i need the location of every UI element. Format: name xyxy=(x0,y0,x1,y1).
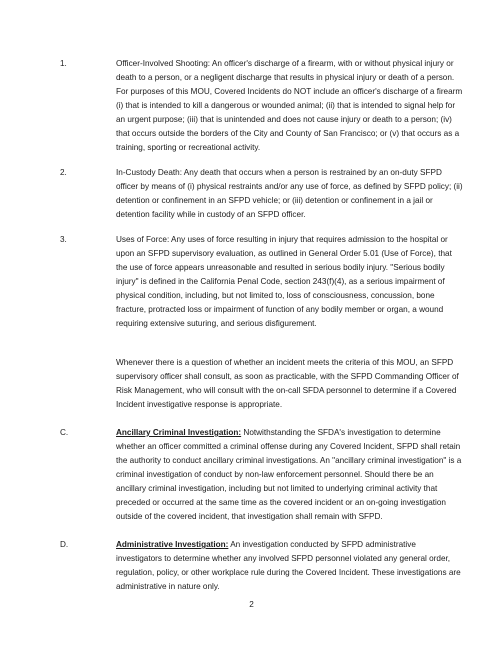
section-heading: Ancillary Criminal Investigation: xyxy=(116,428,242,437)
section-letter: C. xyxy=(60,428,69,437)
item-number: 3. xyxy=(60,235,67,244)
item-number: 1. xyxy=(60,59,67,68)
section-heading: Administrative Investigation: xyxy=(116,540,229,549)
section-letter: D. xyxy=(60,540,69,549)
item-text: In-Custody Death: Any death that occurs when a person is restrained by an on-duty SFPD officer by means of (i) physical restraints and/or any use of force, as defined by SFPD policy; (ii) detention or confinement in an SFPD vehicle; or (iii) detention or confinement in a jail or detention facility while in custody of an SFPD officer. xyxy=(116,168,463,219)
section-body: An investigation conducted by SFPD administrative investigators to determine whether any involved SFPD personnel violated any general order, regulation, policy, or other workplace rule during the Covered Incident. These investigations are administrative in nature only. xyxy=(116,540,461,591)
item-text: Uses of Force: Any uses of force resulting in injury that requires admission to the hospital or upon an SFPD supervisory evaluation, as outlined in General Order 5.01 (Use of Force), that the use of force appears unreasonable and resulted in serious bodily injury. "Serious bodily injury" is defined in the California Penal Code, section 243(f)(4), as a serious impairment of physical condition, including, but not limited to, loss of consciousness, concussion, bone fracture, protracted loss or impairment of function of any bodily member or organ, a wound requiring extensive suturing, and serious disfigurement. xyxy=(116,235,452,328)
page-number: 2 xyxy=(249,600,254,609)
item-text: Officer-Involved Shooting: An officer's discharge of a firearm, with or without physical injury or death to a person, or a negligent discharge that results in physical injury or death of a person. For purposes of this MOU, Covered Incidents do NOT include an officer's discharge of a firearm (i) that is intended to kill a dangerous or wounded animal; (ii) that is intended to signal help for an urgent purpose; (iii) that is unintended and does not cause injury or death to a person; (iv) that occurs outside the borders of the City and County of San Francisco; or (v) that occurs as a training, sporting or recreational activity. xyxy=(116,59,463,152)
section-body: Notwithstanding the SFDA's investigation to determine whether an officer committed a criminal offense during any Covered Incident, SFPD shall retain the authority to conduct ancillary criminal investigations. An "ancillary criminal investigation" is a criminal investigation of conduct by non-law enforcement personnel. Should there be an ancillary criminal investigation, including but not limited to underlying criminal activity that preceded or occurred at the same time as the covered incident or an on-going investigation outside of the covered incident, that investigation shall remain with SFPD. xyxy=(116,428,462,521)
section-text xyxy=(116,426,464,524)
consultation-note: Whenever there is a question of whether an incident meets the criteria of this MOU, an SFPD supervisory officer shall consult, as soon as practicable, with the SFPD Commanding Officer of Risk Management, who will consult with the on-call SFDA personnel to determine if a Covered Incident investigative response is appropriate. xyxy=(116,358,459,409)
section-text xyxy=(116,538,464,594)
item-number: 2. xyxy=(60,168,67,177)
